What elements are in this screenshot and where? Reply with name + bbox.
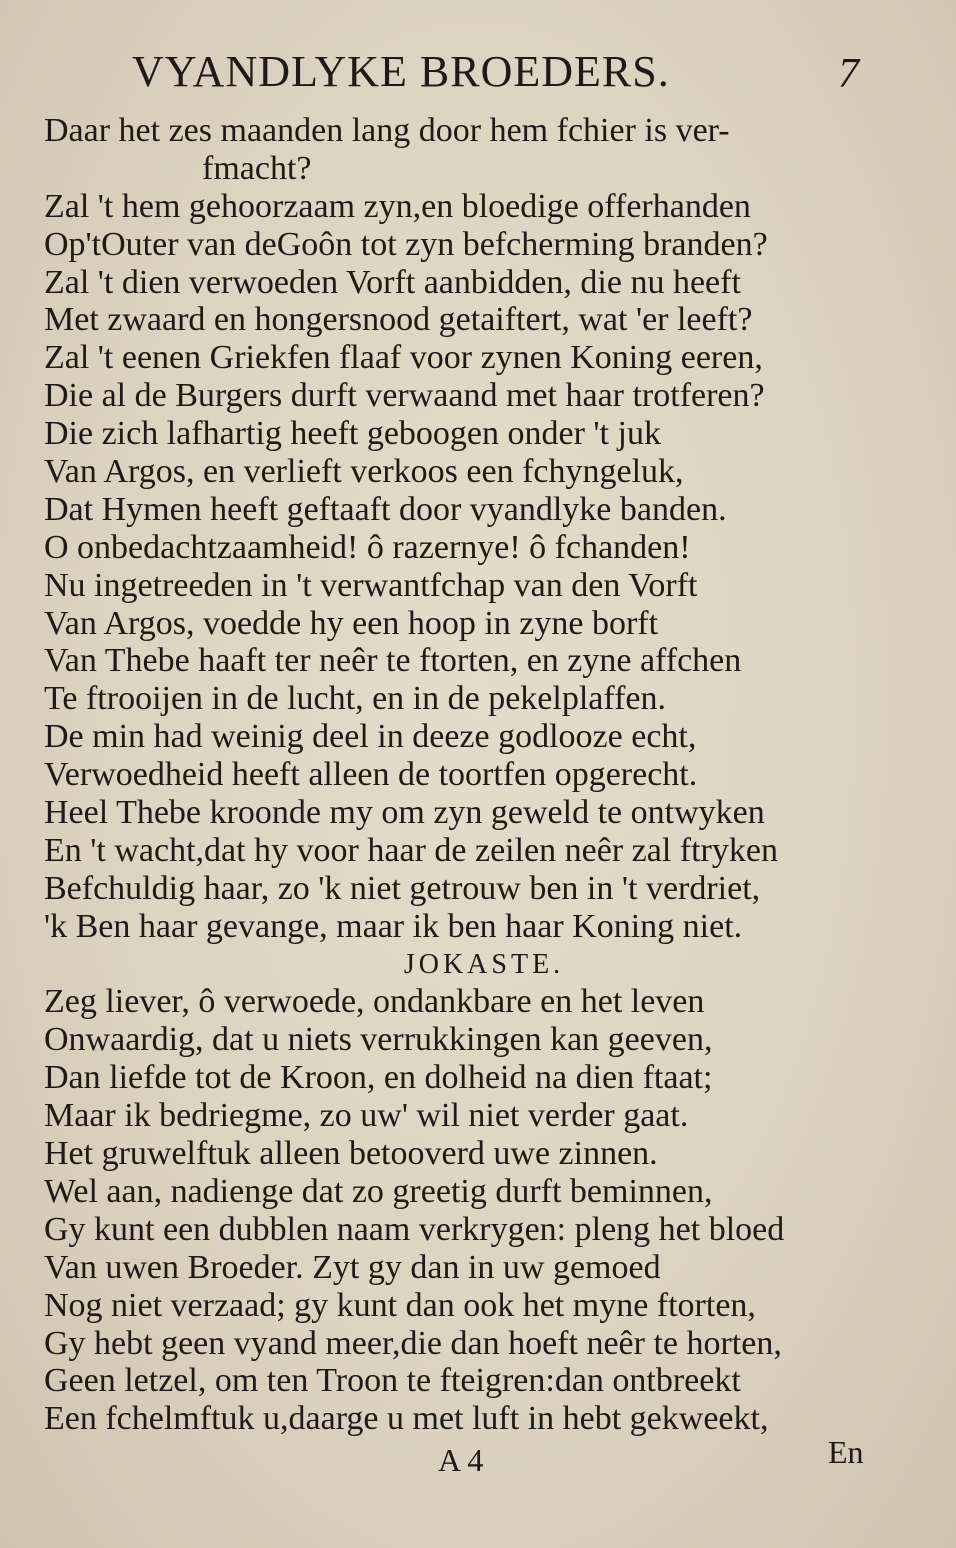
verse-line: Op'tOuter van deGoôn tot zyn befcherming branden?	[44, 225, 768, 263]
verse-line: Wel aan, nadienge dat zo greetig durft beminnen,	[44, 1172, 713, 1210]
verse-line: Met zwaard en hongersnood getaiftert, wat 'er leeft?	[44, 301, 753, 339]
verse-line: Befchuldig haar, zo 'k niet getrouw ben in 't verdriet,	[44, 869, 761, 907]
verse-line: Gy hebt geen vyand meer,die dan hoeft neêr te horten,	[44, 1324, 782, 1362]
signature-mark: A 4	[438, 1442, 484, 1478]
page-number: 7	[838, 51, 859, 97]
verse-line: Heel Thebe kroonde my om zyn geweld te ontwyken	[44, 794, 765, 832]
verse-text	[44, 112, 884, 1438]
verse-line: De min had weinig deel in deeze godlooze echt,	[44, 718, 697, 756]
page-header	[0, 40, 956, 110]
verse-line: En 't wacht,dat hy voor haar de zeilen neêr zal ftryken	[44, 831, 778, 869]
speaker-name: JOKASTE.	[403, 948, 565, 980]
verse-block-before	[44, 112, 884, 946]
verse-line: Het gruwelftuk alleen betooverd uwe zinnen.	[44, 1135, 658, 1173]
verse-line: Zal 't dien verwoeden Vorft aanbidden, die nu heeft	[44, 263, 741, 301]
verse-line: Verwoedheid heeft alleen de toortfen opgerecht.	[44, 756, 698, 794]
page-footer	[0, 1428, 956, 1488]
verse-line: Nog niet verzaad; gy kunt dan ook het myne ftorten,	[44, 1286, 756, 1324]
verse-line: Onwaardig, dat u niets verrukkingen kan geeven,	[44, 1021, 713, 1059]
verse-line: Van Argos, voedde hy een hoop in zyne borft	[44, 604, 659, 642]
verse-line: Nu ingetreeden in 't verwantfchap van den Vorft	[44, 566, 698, 604]
verse-line: fmacht?	[202, 149, 312, 187]
verse-line: Die zich lafhartig heeft geboogen onder 't juk	[44, 415, 661, 453]
verse-line: O onbedachtzaamheid! ô razernye! ô fchanden!	[44, 528, 691, 566]
running-title: VYANDLYKE BROEDERS.	[132, 47, 670, 96]
verse-line: Gy kunt een dubblen naam verkrygen: pleng het bloed	[44, 1210, 785, 1248]
catchword: En	[828, 1434, 864, 1470]
verse-block-after	[44, 983, 884, 1438]
verse-line: Van Argos, en verlieft verkoos een fchyngeluk,	[44, 453, 684, 491]
verse-line: Zeg liever, ô verwoede, ondankbare en het leven	[44, 983, 705, 1021]
verse-line: 'k Ben haar gevange, maar ik ben haar Koning niet.	[44, 907, 743, 945]
verse-line: Te ftrooijen in de lucht, en in de pekelplaffen.	[44, 680, 666, 718]
verse-line: Die al de Burgers durft verwaand met haar trotferen?	[44, 377, 765, 415]
verse-line: Zal 't hem gehoorzaam zyn,en bloedige offerhanden	[44, 187, 751, 225]
verse-line: Dat Hymen heeft geftaaft door vyandlyke banden.	[44, 490, 727, 528]
verse-line: Van Thebe haaft ter neêr te ftorten, en zyne affchen	[44, 642, 742, 680]
verse-line: Maar ik bedriegme, zo uw' wil niet verder gaat.	[44, 1097, 689, 1135]
verse-line: Een fchelmftuk u,daarge u met luft in hebt gekweekt,	[44, 1400, 769, 1438]
verse-line: Dan liefde tot de Kroon, en dolheid na dien ftaat;	[44, 1059, 713, 1097]
verse-line: Zal 't eenen Griekfen flaaf voor zynen Koning eeren,	[44, 339, 763, 377]
verse-line: Van uwen Broeder. Zyt gy dan in uw gemoed	[44, 1248, 661, 1286]
verse-line: Daar het zes maanden lang door hem fchier is ver-	[44, 112, 730, 149]
verse-line: Geen letzel, om ten Troon te fteigren:dan ontbreekt	[44, 1362, 741, 1400]
